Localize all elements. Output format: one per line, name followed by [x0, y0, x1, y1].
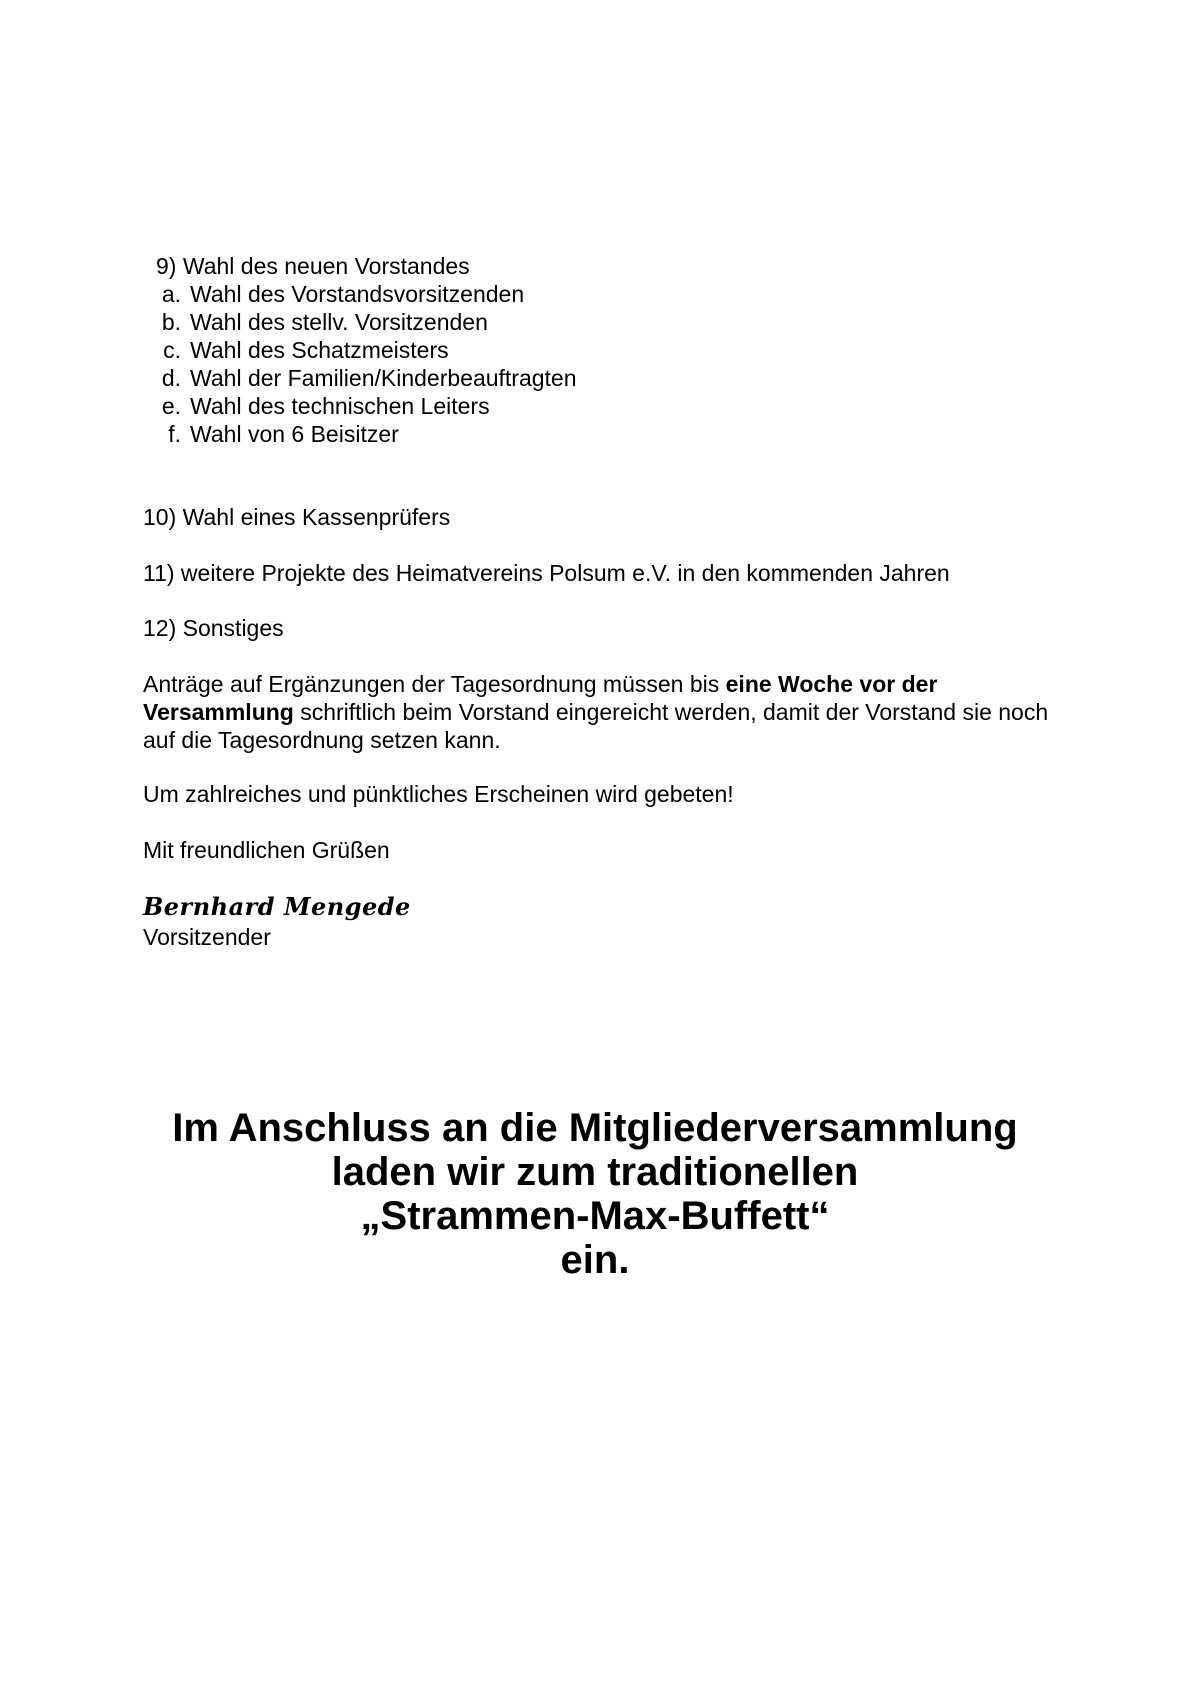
subitem-text: Wahl von 6 Beisitzer — [190, 421, 399, 447]
notice-paragraph — [143, 670, 1063, 754]
signature-role: Vorsitzender — [143, 924, 271, 950]
agenda-subitem — [153, 280, 524, 308]
subitem-text: Wahl des technischen Leiters — [190, 393, 490, 419]
invitation-line: Im Anschluss an die Mitgliederversammlung — [172, 1106, 1018, 1150]
agenda-subitem — [153, 420, 399, 448]
buffet-invitation — [0, 1106, 1190, 1282]
closing-greeting: Mit freundlichen Grüßen — [143, 837, 390, 863]
invitation-line: laden wir zum traditionellen — [331, 1150, 859, 1194]
subitem-marker: f. — [168, 421, 181, 447]
agenda-item-12: 12) Sonstiges — [143, 615, 284, 641]
subitem-text: Wahl des Schatzmeisters — [190, 337, 449, 363]
subitem-text: Wahl des Vorstandsvorsitzenden — [190, 281, 525, 307]
subitem-marker: c. — [163, 337, 181, 363]
agenda-subitem — [153, 308, 488, 336]
agenda-item-11: 11) weitere Projekte des Heimatvereins Polsum e.V. in den kommenden Jahren — [143, 560, 950, 586]
agenda-subitem — [153, 364, 577, 392]
notice-text: Anträge auf Ergänzungen der Tagesordnung müssen bis — [143, 671, 726, 697]
subitem-marker: b. — [161, 309, 181, 335]
notice-deadline: eine Woche vor der Versammlung — [143, 671, 938, 725]
attendance-request: Um zahlreiches und pünktliches Erscheinen wird gebeten! — [143, 781, 734, 807]
notice-text: schriftlich beim Vorstand eingereicht werden, damit der Vorstand sie noch auf die Tagesordnung setzen kann. — [143, 699, 1049, 753]
agenda-subitem — [153, 392, 490, 420]
agenda-subitem — [153, 336, 449, 364]
signature: Bernhard Mengede — [143, 892, 411, 921]
invitation-line: „Strammen-Max-Buffett“ — [360, 1194, 830, 1238]
agenda-item-10: 10) Wahl eines Kassenprüfers — [143, 504, 451, 530]
subitem-text: Wahl der Familien/Kinderbeauftragten — [190, 365, 577, 391]
subitem-marker: a. — [161, 281, 181, 307]
agenda-item-9: 9) Wahl des neuen Vorstandes — [156, 253, 470, 279]
subitem-text: Wahl des stellv. Vorsitzenden — [190, 309, 488, 335]
invitation-line: ein. — [560, 1238, 630, 1282]
subitem-marker: e. — [161, 393, 181, 419]
subitem-marker: d. — [161, 365, 181, 391]
